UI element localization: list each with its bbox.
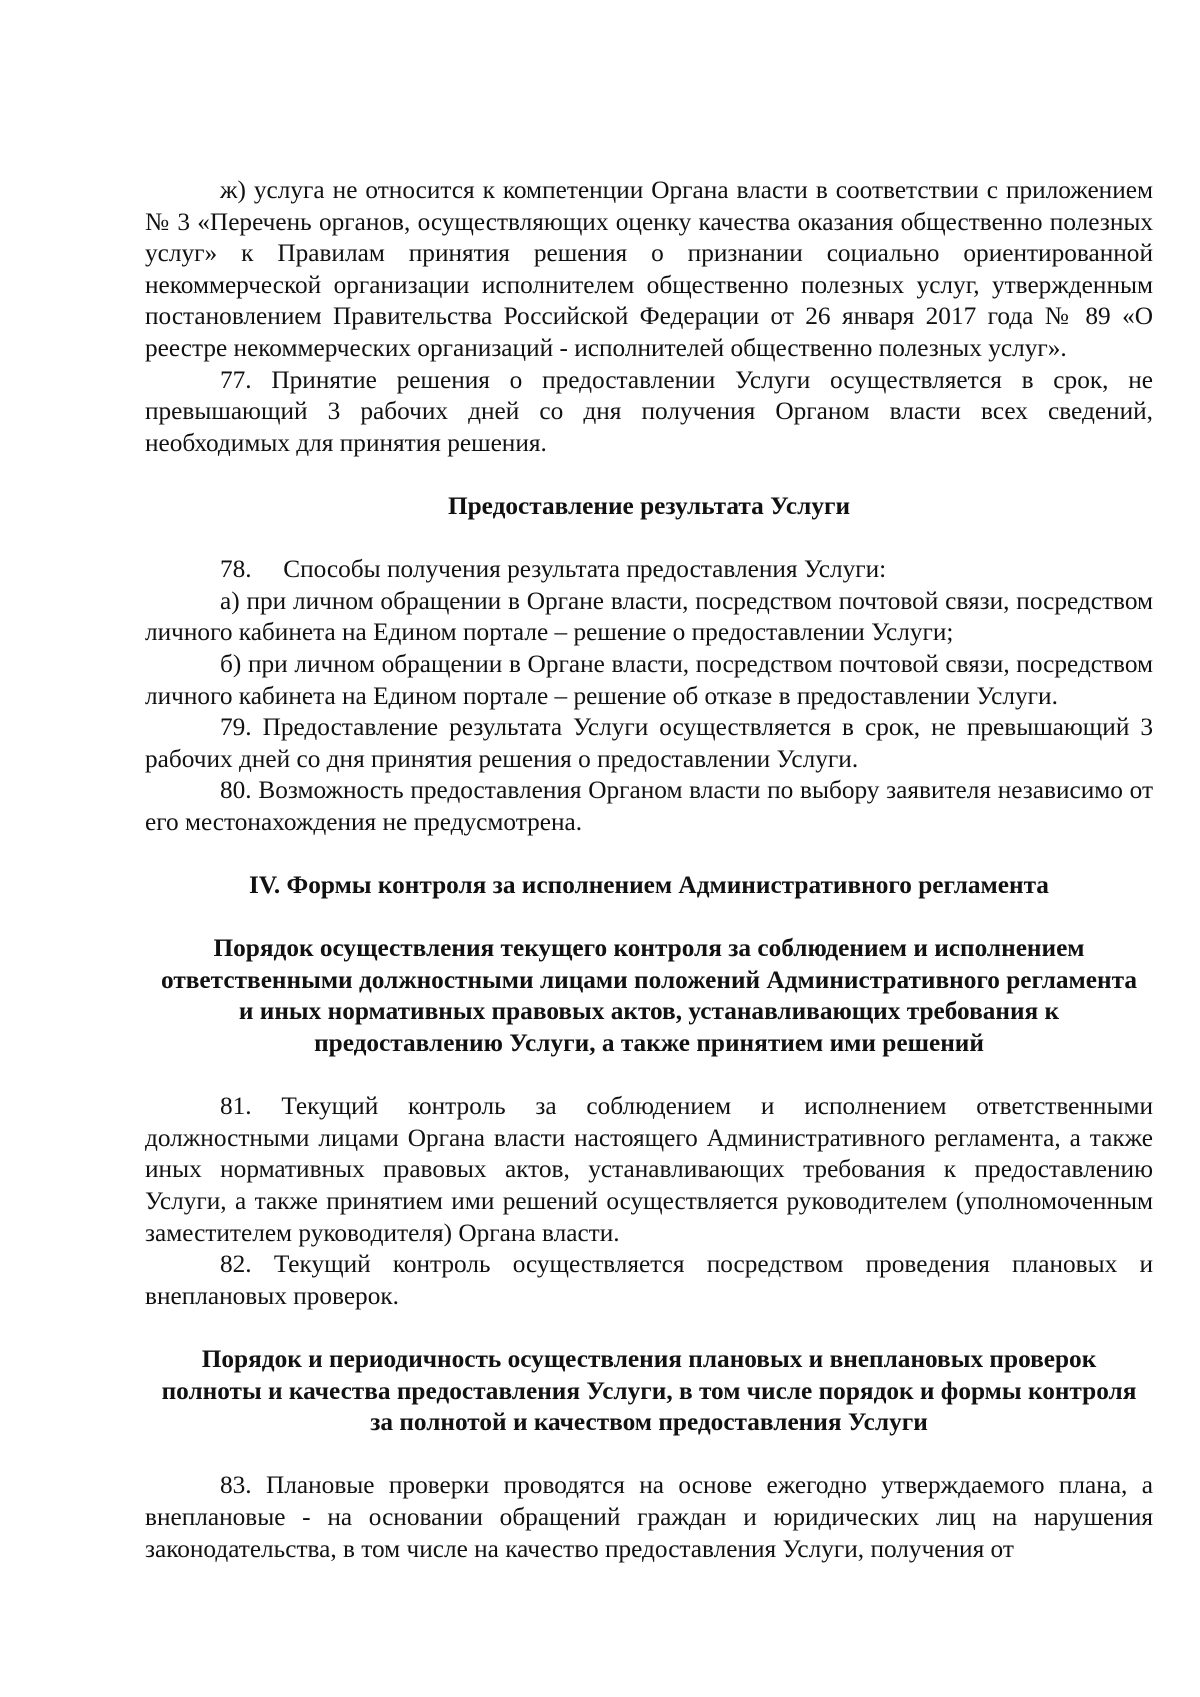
heading-inspections: Порядок и периодичность осуществления плановых и внеплановых проверок полноты и качества предоставления Услуги, в том числе порядок и формы контроля за полнотой и качеством предоставления Услуги (161, 1344, 1137, 1437)
spacer (145, 902, 1153, 934)
document-body (145, 175, 1153, 1565)
paragraph-78: 78. Способы получения результата предоставления Услуги: (220, 555, 887, 584)
paragraph-78b: б) при личном обращении в Органе власти, посредством почтовой связи, посредством личного кабинета на Едином портале – решение об отказе в предоставлении Услуги. (145, 649, 1153, 710)
spacer (145, 459, 1153, 491)
spacer (145, 1439, 1153, 1471)
paragraph-82: 82. Текущий контроль осуществляется посредством проведения плановых и внеплановых проверок. (145, 1250, 1153, 1310)
paragraph-80: 80. Возможность предоставления Органом власти по выбору заявителя независимо от его местонахождения не предусмотрена. (145, 776, 1153, 836)
heading-result: Предоставление результата Услуги (447, 491, 851, 520)
paragraph-83: 83. Плановые проверки проводятся на основе ежегодно утверждаемого плана, а внеплановые - на основании обращений граждан и юридических лиц на нарушения законодательства, в том числе на качество предоставления Услуги, получения от (145, 1471, 1153, 1563)
heading-section-iv: IV. Формы контроля за исполнением Административного регламента (249, 871, 1049, 900)
spacer (145, 1060, 1153, 1092)
paragraph-77: 77. Принятие решения о предоставлении Услуги осуществляется в срок, не превышающий 3 рабочих дней со дня получения Органом власти всех сведений, необходимых для принятия решения. (145, 365, 1153, 457)
spacer (145, 1312, 1153, 1344)
paragraph-zh: ж) услуга не относится к компетенции Органа власти в соответствии с приложением № 3 «Перечень органов, осуществляющих оценку качества оказания общественно полезных услуг» к Правилам принятия решения о признании социально ориентированной некоммерческой организации исполнителем общественно полезных услуг, утвержденным постановлением Правительства Российской Федерации от 26 января 2017 года № 89 «О реестре некоммерческих организаций - исполнителей общественно полезных услуг». (145, 176, 1153, 362)
paragraph-81: 81. Текущий контроль за соблюдением и исполнением ответственными должностными лицами Органа власти настоящего Административного регламента, а также иных нормативных правовых актов, устанавливающих требования к предоставлению Услуги, а также принятием ими решений осуществляется руководителем (уполномоченным заместителем руководителя) Органа власти. (145, 1092, 1153, 1247)
spacer (145, 838, 1153, 870)
paragraph-79: 79. Предоставление результата Услуги осуществляется в срок, не превышающий 3 рабочих дней со дня принятия решения о предоставлении Услуги. (145, 713, 1153, 773)
heading-current-control: Порядок осуществления текущего контроля за соблюдением и исполнением ответственными должностными лицами положений Административного регламента и иных нормативных правовых актов, устанавливающих требования к предоставлению Услуги, а также принятием ими решений (161, 934, 1137, 1058)
paragraph-78a: а) при личном обращении в Органе власти, посредством почтовой связи, посредством личного кабинета на Едином портале – решение о предоставлении Услуги; (145, 586, 1153, 647)
spacer (145, 523, 1153, 555)
